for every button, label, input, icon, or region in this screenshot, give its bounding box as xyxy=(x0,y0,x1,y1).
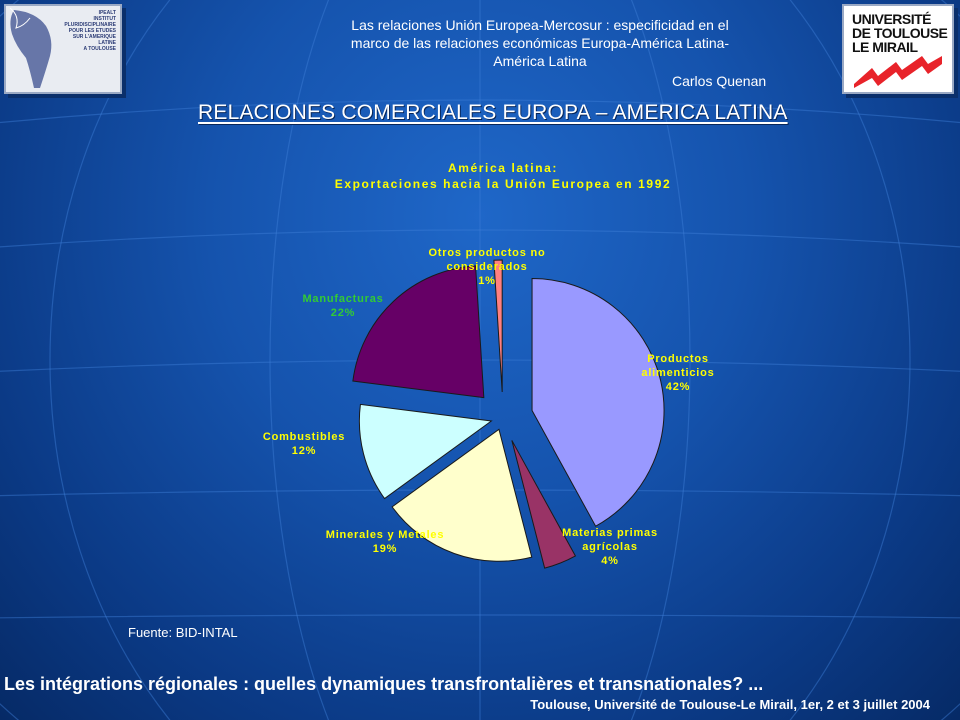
ipealt-logo-line: POUR LES ETUDES xyxy=(68,28,116,34)
page-title: RELACIONES COMERCIALES EUROPA – AMERICA LATINA xyxy=(198,101,788,124)
slice-value-label: 1% xyxy=(478,275,496,287)
slice-value-label: 19% xyxy=(372,543,398,555)
author-name: Carlos Quenan xyxy=(672,73,767,89)
pie-slice-5 xyxy=(353,266,484,398)
ipealt-logo-line: LATINE xyxy=(98,40,116,46)
slice-value-label: 22% xyxy=(330,307,356,319)
slice-category-label: Materias primas xyxy=(562,527,658,539)
slice-category-label: Minerales y Metales xyxy=(325,529,445,541)
ipealt-logo-line: A TOULOUSE xyxy=(83,46,116,52)
ipealt-logo-line: IPEALT xyxy=(98,10,116,16)
ipealt-logo-line: SUR L'AMERIQUE xyxy=(72,34,116,40)
slice-category-label: agrícolas xyxy=(582,541,638,553)
slice-category-label: considerados xyxy=(446,261,528,273)
footer-subtitle: Toulouse, Université de Toulouse-Le Mirail, 1er, 2 et 3 juillet 2004 xyxy=(530,697,930,712)
pie-slices xyxy=(353,260,664,568)
pie-slice-1 xyxy=(532,279,664,527)
conference-title-line: América Latina xyxy=(493,53,587,69)
chart-title-line: Exportaciones hacia la Unión Europea en 1992 xyxy=(334,177,672,191)
ipealt-logo-line: PLURIDISCIPLINAIRE xyxy=(64,22,116,28)
slice-category-label: Combustibles xyxy=(262,431,346,443)
universite-logo-line: DE TOULOUSE xyxy=(852,25,948,41)
footer-title: Les intégrations régionales : quelles dynamiques transfrontalières et transnationales? ... xyxy=(4,674,764,694)
universite-logo-line: LE MIRAIL xyxy=(852,39,918,55)
chart-title-line: América latina: xyxy=(447,161,559,175)
slice-category-label: alimenticios xyxy=(641,367,715,379)
source-note: Fuente: BID-INTAL xyxy=(128,625,238,640)
slice-category-label: Productos xyxy=(647,353,709,365)
conference-title-line: marco de las relaciones económicas Europa-América Latina- xyxy=(350,35,730,51)
slice-category-label: Manufacturas xyxy=(302,293,384,305)
chart-title xyxy=(335,161,672,191)
slice-category-label: Otros productos no xyxy=(428,247,546,259)
slice-value-label: 4% xyxy=(601,555,619,567)
slice-value-label: 12% xyxy=(291,445,317,457)
conference-title-line: Las relaciones Unión Europea-Mercosur : especificidad en el xyxy=(351,17,729,33)
ipealt-logo-line: INSTITUT xyxy=(93,16,116,22)
universite-logo-line: UNIVERSITÉ xyxy=(852,11,932,27)
slice-value-label: 42% xyxy=(665,381,691,393)
